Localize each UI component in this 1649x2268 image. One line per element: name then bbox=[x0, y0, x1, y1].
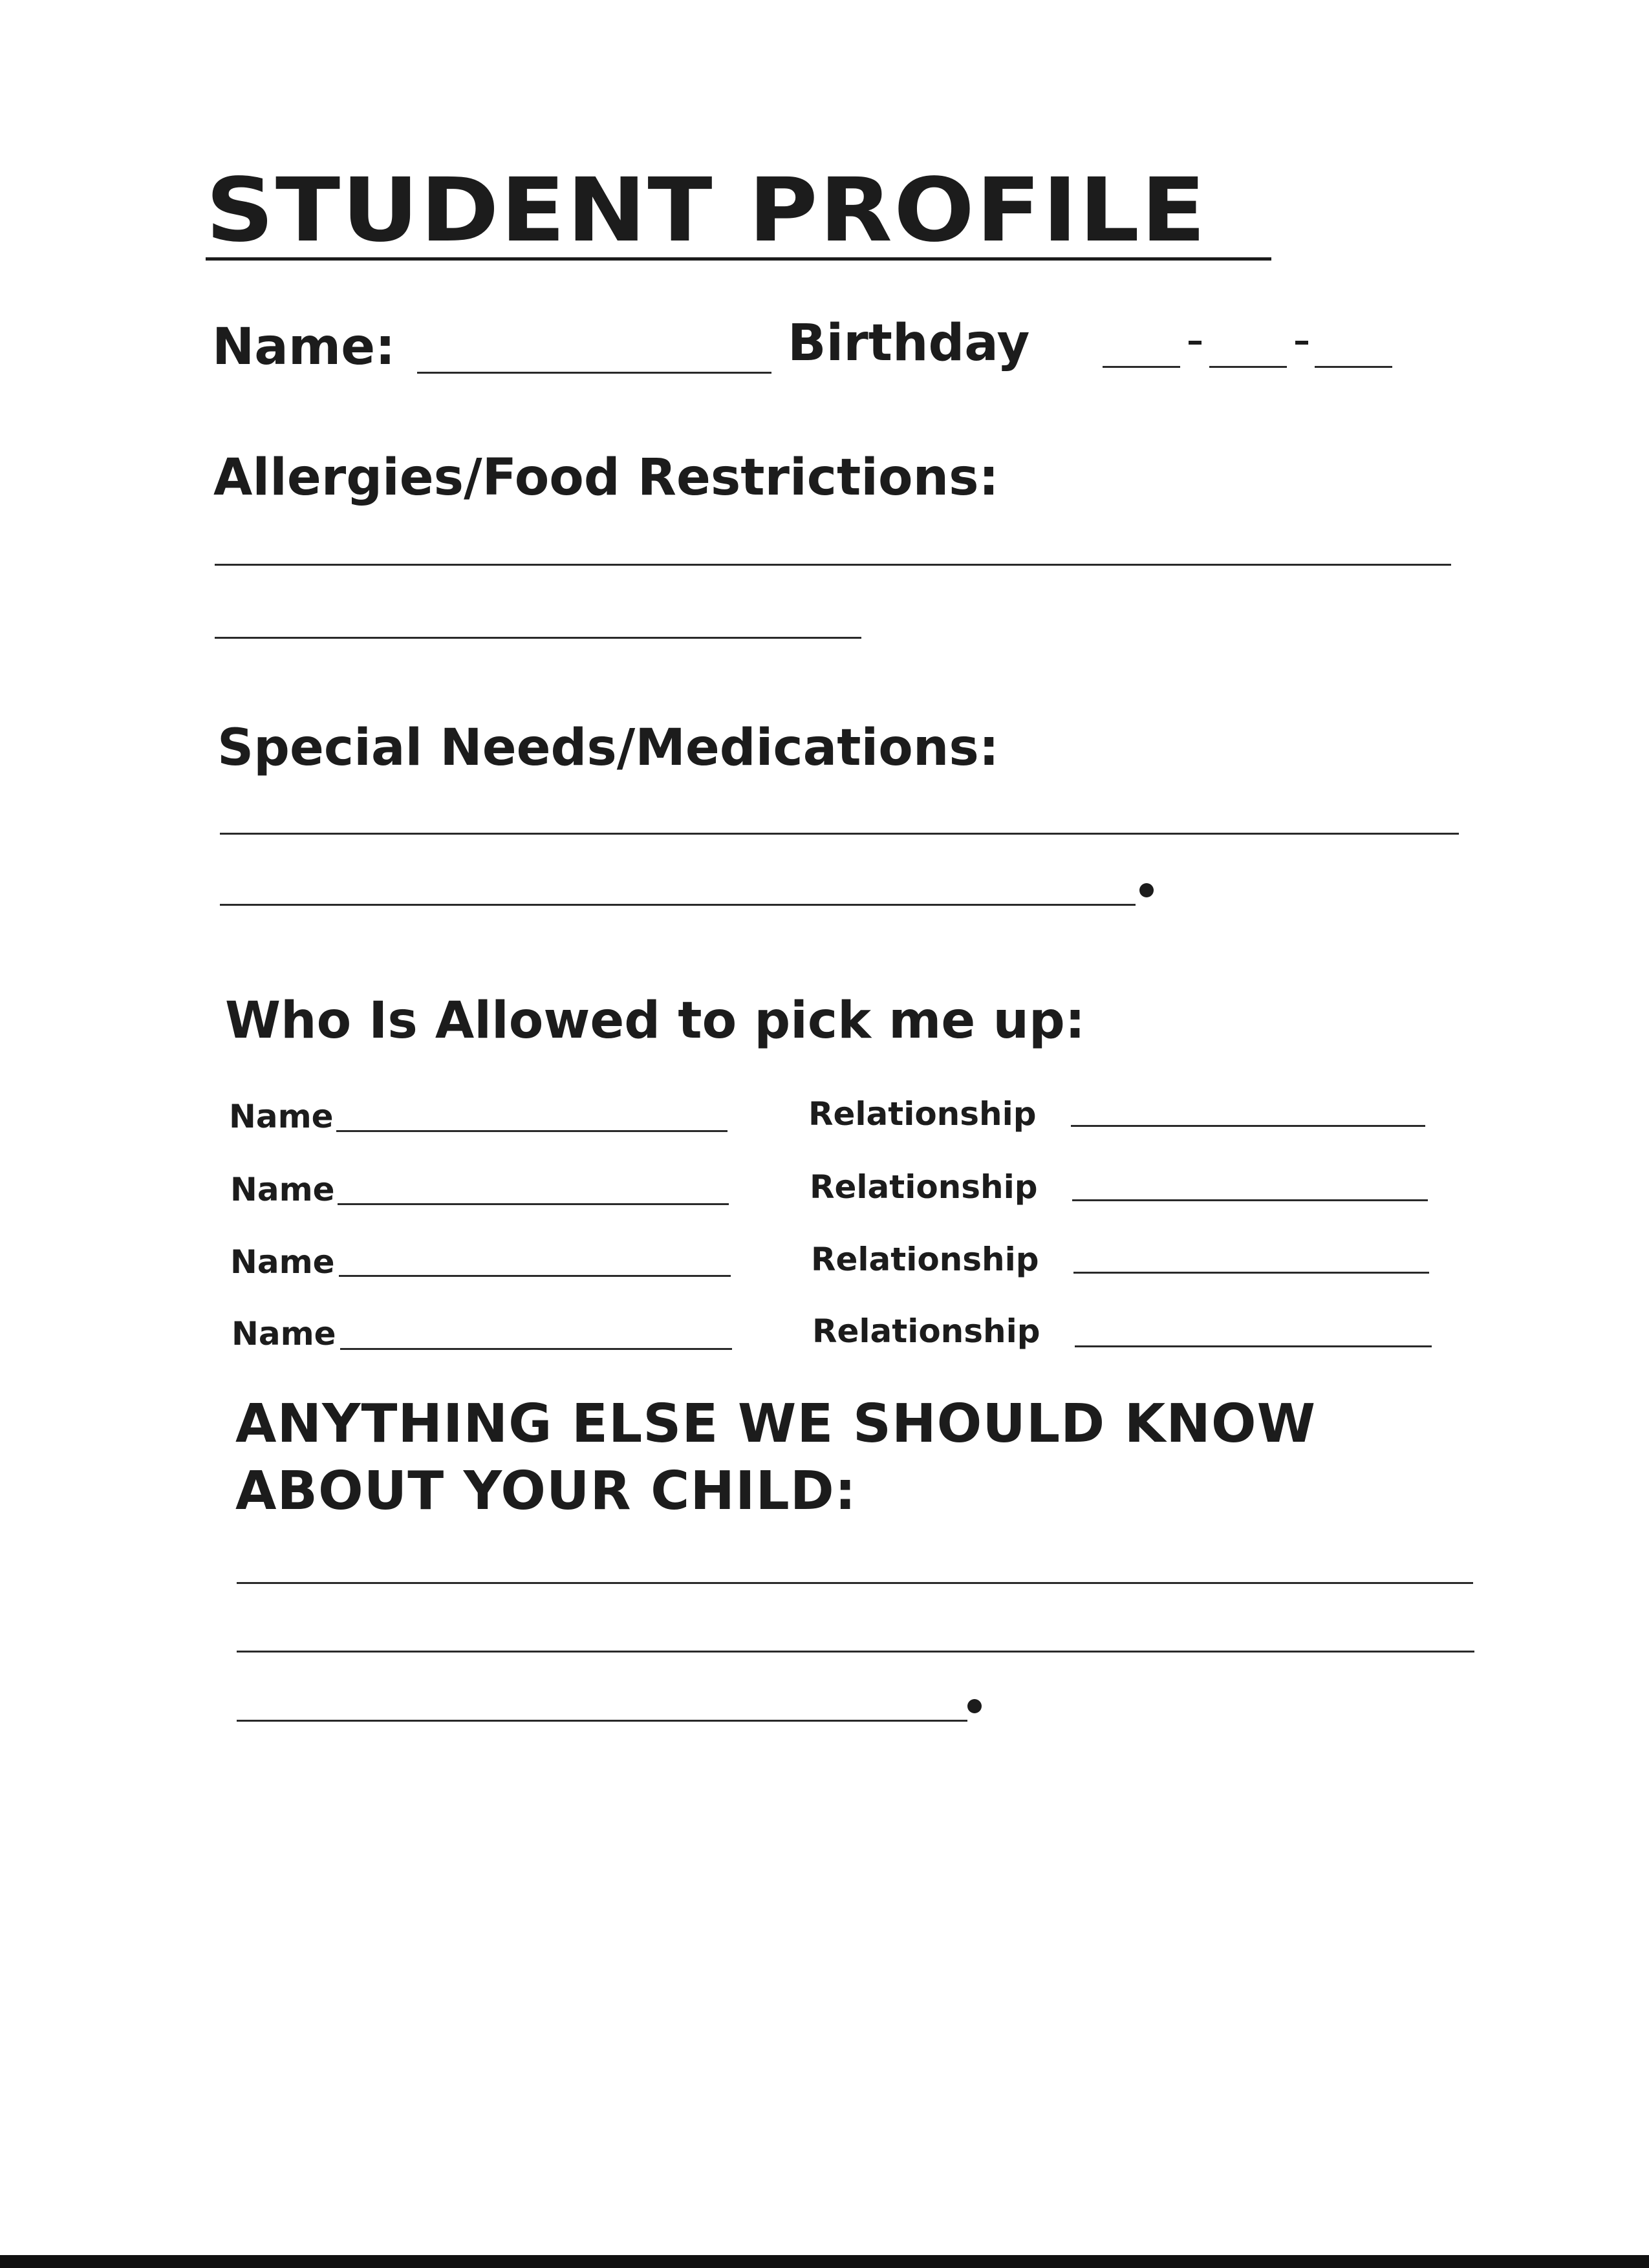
allergies-label: Allergies/Food Restrictions: bbox=[213, 449, 999, 507]
birthday-year-field[interactable] bbox=[1315, 366, 1392, 368]
anything-else-line-3[interactable] bbox=[237, 1720, 967, 1722]
birthday-label: Birthday bbox=[788, 314, 1030, 372]
pickup-relationship-label: Relationship bbox=[810, 1168, 1038, 1206]
pickup-relationship-field[interactable] bbox=[1073, 1272, 1429, 1274]
pickup-name-label: Name bbox=[229, 1098, 334, 1135]
birthday-separator-2 bbox=[1295, 341, 1308, 345]
pickup-relationship-label: Relationship bbox=[808, 1095, 1037, 1133]
title-underline bbox=[206, 257, 1271, 261]
pickup-relationship-field[interactable] bbox=[1075, 1345, 1432, 1347]
birthday-day-field[interactable] bbox=[1209, 366, 1287, 368]
birthday-separator-1 bbox=[1189, 341, 1202, 345]
pickup-relationship-field[interactable] bbox=[1072, 1199, 1428, 1201]
pickup-name-field[interactable] bbox=[339, 1275, 731, 1277]
anything-else-heading-line-2: ABOUT YOUR CHILD: bbox=[235, 1460, 857, 1522]
anything-else-end-dot bbox=[967, 1699, 982, 1713]
pickup-relationship-field[interactable] bbox=[1071, 1125, 1425, 1127]
name-field[interactable] bbox=[417, 372, 771, 374]
anything-else-line-2[interactable] bbox=[237, 1651, 1474, 1653]
special-needs-label: Special Needs/Medications: bbox=[217, 719, 999, 777]
pickup-name-label: Name bbox=[230, 1243, 335, 1281]
pickup-heading: Who Is Allowed to pick me up: bbox=[225, 992, 1086, 1050]
scan-border bbox=[0, 2255, 1649, 2268]
allergies-line-2[interactable] bbox=[215, 637, 861, 639]
special-needs-end-dot bbox=[1139, 883, 1154, 897]
pickup-name-label: Name bbox=[232, 1315, 336, 1353]
anything-else-line-1[interactable] bbox=[237, 1582, 1473, 1584]
page-title: STUDENT PROFILE bbox=[206, 160, 1207, 262]
pickup-name-label: Name bbox=[230, 1171, 335, 1208]
pickup-relationship-label: Relationship bbox=[812, 1312, 1040, 1350]
pickup-name-field[interactable] bbox=[336, 1130, 727, 1132]
special-needs-line-2[interactable] bbox=[220, 904, 1136, 906]
birthday-month-field[interactable] bbox=[1103, 366, 1180, 368]
special-needs-line-1[interactable] bbox=[220, 833, 1459, 835]
anything-else-heading-line-1: ANYTHING ELSE WE SHOULD KNOW bbox=[235, 1393, 1317, 1455]
pickup-name-field[interactable] bbox=[338, 1203, 729, 1205]
allergies-line-1[interactable] bbox=[215, 564, 1451, 566]
pickup-name-field[interactable] bbox=[340, 1348, 732, 1350]
pickup-relationship-label: Relationship bbox=[811, 1241, 1039, 1278]
name-label: Name: bbox=[212, 318, 396, 376]
